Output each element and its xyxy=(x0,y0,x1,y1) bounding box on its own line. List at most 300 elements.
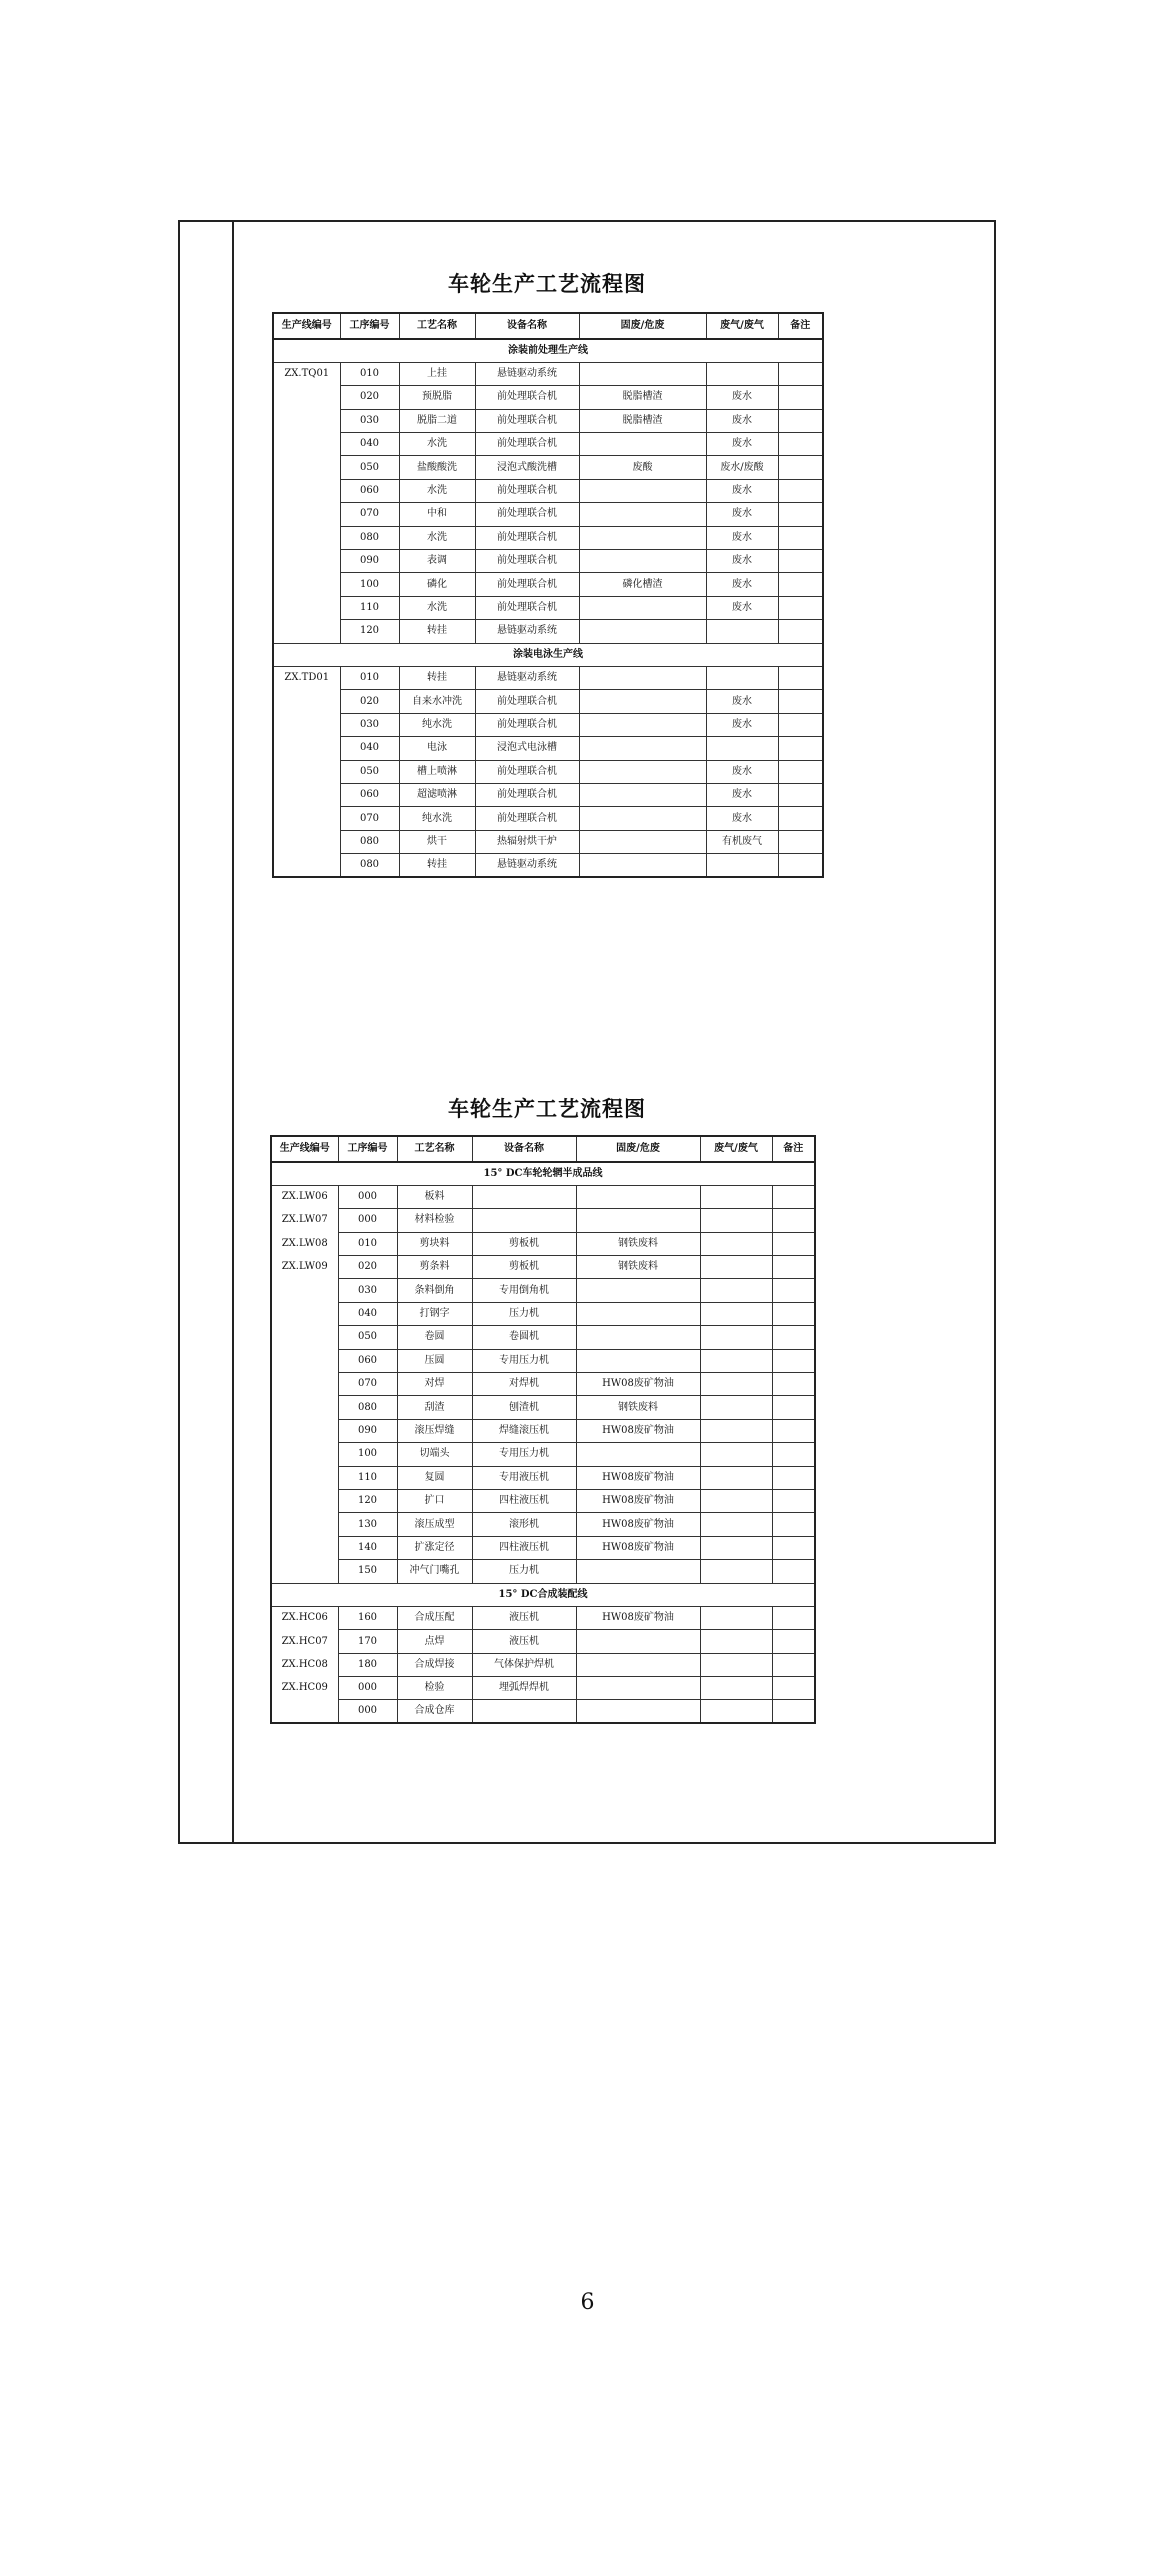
table-cell: 废水 xyxy=(706,760,778,783)
page-number: 6 xyxy=(580,2290,595,2315)
table-row xyxy=(273,830,823,853)
table-cell: 060 xyxy=(338,1349,397,1372)
section-label: 涂装电泳生产线 xyxy=(273,643,823,666)
table-cell: 气体保护焊机 xyxy=(472,1653,576,1676)
table-cell: 前处理联合机 xyxy=(475,713,579,736)
table-cell: 钢铁废料 xyxy=(576,1232,700,1255)
table-cell: 080 xyxy=(338,1396,397,1419)
table-cell: 050 xyxy=(338,1326,397,1349)
table-cell xyxy=(579,550,706,573)
column-header: 备注 xyxy=(772,1136,815,1162)
table-cell xyxy=(772,1489,815,1512)
table-cell: 专用压力机 xyxy=(472,1349,576,1372)
table-cell: 090 xyxy=(340,550,399,573)
table-cell: 前处理联合机 xyxy=(475,573,579,596)
table-cell: 110 xyxy=(340,596,399,619)
table-cell xyxy=(706,620,778,643)
table-row xyxy=(271,1630,815,1653)
line-code-cell xyxy=(271,1279,338,1302)
table-cell xyxy=(778,783,823,806)
table-row xyxy=(271,1466,815,1489)
table-cell: 水洗 xyxy=(399,596,475,619)
table-cell xyxy=(778,666,823,689)
table-cell: 转挂 xyxy=(399,666,475,689)
table-cell: 180 xyxy=(338,1653,397,1676)
line-code-cell xyxy=(273,573,340,596)
table-cell: 剪块料 xyxy=(397,1232,472,1255)
table-cell: 水洗 xyxy=(399,479,475,502)
table-cell xyxy=(576,1630,700,1653)
table-cell: 010 xyxy=(340,362,399,385)
table-cell: 转挂 xyxy=(399,620,475,643)
table-cell xyxy=(576,1560,700,1583)
line-code-cell xyxy=(273,433,340,456)
line-code-cell xyxy=(273,386,340,409)
table-cell: 浸泡式电泳槽 xyxy=(475,737,579,760)
table-cell: 110 xyxy=(338,1466,397,1489)
table-cell xyxy=(579,760,706,783)
table-cell: HW08废矿物油 xyxy=(576,1606,700,1629)
column-header: 工艺名称 xyxy=(399,313,475,339)
table-cell xyxy=(579,596,706,619)
table-cell xyxy=(778,620,823,643)
table-cell: 点焊 xyxy=(397,1630,472,1653)
table-row xyxy=(271,1373,815,1396)
table-cell xyxy=(579,503,706,526)
line-code-cell xyxy=(271,1466,338,1489)
line-code-cell xyxy=(271,1536,338,1559)
table-cell: 废水 xyxy=(706,713,778,736)
line-code-cell xyxy=(273,690,340,713)
column-header: 工序编号 xyxy=(338,1136,397,1162)
table-cell xyxy=(576,1279,700,1302)
table-row xyxy=(271,1513,815,1536)
table-cell xyxy=(472,1209,576,1232)
table-cell: HW08废矿物油 xyxy=(576,1513,700,1536)
table-cell: 电泳 xyxy=(399,737,475,760)
line-code-cell xyxy=(273,783,340,806)
line-code-cell xyxy=(271,1326,338,1349)
table-cell: 烘干 xyxy=(399,830,475,853)
table-cell: 磷化 xyxy=(399,573,475,596)
table-row xyxy=(271,1677,815,1700)
table-row xyxy=(273,526,823,549)
table-cell xyxy=(579,737,706,760)
column-header: 固废/危废 xyxy=(576,1136,700,1162)
table-cell xyxy=(778,550,823,573)
table-row xyxy=(273,620,823,643)
table-row xyxy=(271,1653,815,1676)
line-code-cell xyxy=(271,1489,338,1512)
line-code-cell xyxy=(273,854,340,877)
table-cell xyxy=(576,1185,700,1208)
table-cell xyxy=(778,596,823,619)
table-cell xyxy=(700,1326,772,1349)
table-cell: 纯水洗 xyxy=(399,807,475,830)
table-cell xyxy=(700,1256,772,1279)
table-cell xyxy=(778,737,823,760)
table-cell: 废水 xyxy=(706,573,778,596)
column-header: 设备名称 xyxy=(472,1136,576,1162)
table-cell xyxy=(706,362,778,385)
table-cell: 废水 xyxy=(706,783,778,806)
table-row xyxy=(271,1232,815,1255)
table-row xyxy=(273,433,823,456)
table-cell xyxy=(772,1630,815,1653)
column-header: 生产线编号 xyxy=(271,1136,338,1162)
table1-title: 车轮生产工艺流程图 xyxy=(448,271,646,296)
table-cell xyxy=(772,1256,815,1279)
table-cell: 剪板机 xyxy=(472,1232,576,1255)
line-code-cell xyxy=(273,807,340,830)
table-cell: 悬链驱动系统 xyxy=(475,666,579,689)
column-header: 固废/危废 xyxy=(579,313,706,339)
table-cell: 液压机 xyxy=(472,1630,576,1653)
table-cell xyxy=(778,456,823,479)
table-cell: 010 xyxy=(338,1232,397,1255)
line-code-cell xyxy=(271,1443,338,1466)
table-cell xyxy=(772,1513,815,1536)
table-cell: 悬链驱动系统 xyxy=(475,854,579,877)
table-cell: 脱脂二道 xyxy=(399,409,475,432)
table-row xyxy=(273,690,823,713)
line-code-cell xyxy=(273,737,340,760)
line-code-cell xyxy=(271,1349,338,1372)
table-cell: 120 xyxy=(340,620,399,643)
table-row xyxy=(273,596,823,619)
line-code-cell xyxy=(273,760,340,783)
table-cell xyxy=(579,830,706,853)
table-cell: 压力机 xyxy=(472,1560,576,1583)
table-cell: 纯水洗 xyxy=(399,713,475,736)
table-cell: HW08废矿物油 xyxy=(576,1466,700,1489)
line-code-cell xyxy=(271,1700,338,1723)
line-code-cell xyxy=(271,1396,338,1419)
table-cell: 120 xyxy=(338,1489,397,1512)
table-row xyxy=(271,1606,815,1629)
table-cell xyxy=(772,1653,815,1676)
table-row xyxy=(273,737,823,760)
table-cell: 100 xyxy=(340,573,399,596)
table-cell xyxy=(700,1466,772,1489)
table-cell: 前处理联合机 xyxy=(475,409,579,432)
table-cell: 080 xyxy=(340,830,399,853)
table-cell: 超滤喷淋 xyxy=(399,783,475,806)
table-cell: 前处理联合机 xyxy=(475,596,579,619)
table-cell: 040 xyxy=(338,1302,397,1325)
table-cell: 表调 xyxy=(399,550,475,573)
section-row xyxy=(273,643,823,666)
table-cell xyxy=(700,1536,772,1559)
line-code-cell: ZX.HC07 xyxy=(271,1630,338,1653)
table-cell: 废水 xyxy=(706,503,778,526)
table-cell: 悬链驱动系统 xyxy=(475,362,579,385)
table-row xyxy=(271,1560,815,1583)
table-cell: 废水 xyxy=(706,596,778,619)
table-cell xyxy=(576,1653,700,1676)
table-cell xyxy=(778,433,823,456)
table-cell xyxy=(700,1396,772,1419)
table-cell xyxy=(700,1302,772,1325)
table-cell: 剪板机 xyxy=(472,1256,576,1279)
table-row xyxy=(271,1419,815,1442)
table-cell: 130 xyxy=(338,1513,397,1536)
table-cell: 合成仓库 xyxy=(397,1700,472,1723)
line-code-cell xyxy=(273,456,340,479)
table-cell xyxy=(700,1349,772,1372)
line-code-cell: ZX.HC09 xyxy=(271,1677,338,1700)
line-code-cell xyxy=(273,409,340,432)
table-cell: 040 xyxy=(340,737,399,760)
table-cell: 磷化槽渣 xyxy=(579,573,706,596)
table-cell: 前处理联合机 xyxy=(475,550,579,573)
table-cell xyxy=(772,1373,815,1396)
table-cell: 030 xyxy=(340,713,399,736)
table-cell: 钢铁废料 xyxy=(576,1256,700,1279)
table-cell: 扩涨定径 xyxy=(397,1536,472,1559)
column-header: 备注 xyxy=(778,313,823,339)
table-cell: 160 xyxy=(338,1606,397,1629)
table-cell xyxy=(778,830,823,853)
table-row xyxy=(273,386,823,409)
line-code-cell: ZX.LW09 xyxy=(271,1256,338,1279)
section-row xyxy=(273,339,823,362)
table-cell xyxy=(772,1349,815,1372)
column-header: 废气/废气 xyxy=(700,1136,772,1162)
column-header: 废气/废气 xyxy=(706,313,778,339)
table-cell: 020 xyxy=(340,690,399,713)
table-cell: 专用液压机 xyxy=(472,1466,576,1489)
table-cell xyxy=(472,1185,576,1208)
table-cell: 水洗 xyxy=(399,526,475,549)
table-cell: 080 xyxy=(340,854,399,877)
table-cell: 热辐射烘干炉 xyxy=(475,830,579,853)
table-cell: 液压机 xyxy=(472,1606,576,1629)
table-cell xyxy=(579,854,706,877)
table-cell: 前处理联合机 xyxy=(475,690,579,713)
process-table-1 xyxy=(272,312,824,878)
table-cell xyxy=(700,1606,772,1629)
table-cell xyxy=(778,807,823,830)
table-cell xyxy=(576,1209,700,1232)
table-row xyxy=(273,713,823,736)
table-cell: 预脱脂 xyxy=(399,386,475,409)
table-cell: 废水 xyxy=(706,409,778,432)
table-cell xyxy=(700,1443,772,1466)
table-cell: 合成压配 xyxy=(397,1606,472,1629)
table-cell: 复圆 xyxy=(397,1466,472,1489)
line-code-cell xyxy=(273,596,340,619)
table-cell: 010 xyxy=(340,666,399,689)
table-row xyxy=(273,760,823,783)
line-code-cell: ZX.LW06 xyxy=(271,1185,338,1208)
section-label: 15° DC合成装配线 xyxy=(271,1583,815,1606)
line-code-cell xyxy=(271,1302,338,1325)
table-cell: 020 xyxy=(338,1256,397,1279)
line-code-cell xyxy=(271,1560,338,1583)
table-cell xyxy=(700,1279,772,1302)
table-cell: 前处理联合机 xyxy=(475,760,579,783)
table-row xyxy=(273,456,823,479)
line-code-cell xyxy=(273,526,340,549)
table-cell: 有机废气 xyxy=(706,830,778,853)
table-row xyxy=(271,1443,815,1466)
table-cell: HW08废矿物油 xyxy=(576,1373,700,1396)
table-cell xyxy=(700,1232,772,1255)
column-header: 工艺名称 xyxy=(397,1136,472,1162)
table-cell: 170 xyxy=(338,1630,397,1653)
table-cell: 条料倒角 xyxy=(397,1279,472,1302)
table-row xyxy=(271,1279,815,1302)
column-header: 设备名称 xyxy=(475,313,579,339)
table-cell: 000 xyxy=(338,1185,397,1208)
table-cell: 专用压力机 xyxy=(472,1443,576,1466)
table-cell xyxy=(772,1606,815,1629)
table-cell: 水洗 xyxy=(399,433,475,456)
table-cell: 中和 xyxy=(399,503,475,526)
table-cell: 打钢字 xyxy=(397,1302,472,1325)
line-code-cell xyxy=(271,1419,338,1442)
table-cell: HW08废矿物油 xyxy=(576,1536,700,1559)
table-cell: 150 xyxy=(338,1560,397,1583)
table-cell xyxy=(579,362,706,385)
table-cell xyxy=(579,690,706,713)
table-cell xyxy=(576,1700,700,1723)
table-cell: 前处理联合机 xyxy=(475,386,579,409)
table-cell: 030 xyxy=(338,1279,397,1302)
table-cell xyxy=(772,1302,815,1325)
table-cell: 前处理联合机 xyxy=(475,783,579,806)
table-cell: 转挂 xyxy=(399,854,475,877)
table-cell: 四柱液压机 xyxy=(472,1536,576,1559)
table-cell xyxy=(772,1232,815,1255)
table-cell xyxy=(772,1443,815,1466)
table-cell xyxy=(579,620,706,643)
table-cell xyxy=(472,1700,576,1723)
table-cell: 070 xyxy=(340,807,399,830)
section-label: 涂装前处理生产线 xyxy=(273,339,823,362)
table-cell xyxy=(700,1700,772,1723)
table-cell xyxy=(778,854,823,877)
table-row xyxy=(273,807,823,830)
table-cell xyxy=(579,479,706,502)
line-code-cell xyxy=(271,1513,338,1536)
table-cell: 浸泡式酸洗槽 xyxy=(475,456,579,479)
line-code-cell xyxy=(271,1373,338,1396)
line-code-cell xyxy=(273,620,340,643)
table-cell: 090 xyxy=(338,1419,397,1442)
table-cell xyxy=(700,1209,772,1232)
table-cell xyxy=(778,503,823,526)
table-cell: 专用倒角机 xyxy=(472,1279,576,1302)
table-cell xyxy=(579,526,706,549)
table-row xyxy=(271,1209,815,1232)
table-cell xyxy=(772,1396,815,1419)
table-row xyxy=(273,362,823,385)
table-cell xyxy=(700,1630,772,1653)
header-row xyxy=(271,1136,815,1162)
line-code-cell: ZX.LW07 xyxy=(271,1209,338,1232)
section-label: 15° DC车轮轮辋半成品线 xyxy=(271,1162,815,1185)
table-cell xyxy=(706,854,778,877)
table-cell xyxy=(778,386,823,409)
table-cell: 前处理联合机 xyxy=(475,807,579,830)
table-cell: 000 xyxy=(338,1700,397,1723)
table-cell: 自来水冲洗 xyxy=(399,690,475,713)
table-cell: 100 xyxy=(338,1443,397,1466)
section-row xyxy=(271,1162,815,1185)
line-code-cell: ZX.HC08 xyxy=(271,1653,338,1676)
table-cell: 废水 xyxy=(706,550,778,573)
table-cell xyxy=(772,1326,815,1349)
table-cell xyxy=(576,1443,700,1466)
table-row xyxy=(273,503,823,526)
table-cell: 压圆 xyxy=(397,1349,472,1372)
table-cell: 080 xyxy=(340,526,399,549)
table-cell xyxy=(700,1373,772,1396)
table-cell xyxy=(772,1419,815,1442)
table-cell: 盐酸酸洗 xyxy=(399,456,475,479)
table-cell: 刨渣机 xyxy=(472,1396,576,1419)
table-cell xyxy=(772,1560,815,1583)
table-row xyxy=(273,479,823,502)
table-row xyxy=(271,1326,815,1349)
table-cell: 合成焊接 xyxy=(397,1653,472,1676)
line-code-cell xyxy=(273,830,340,853)
table-row xyxy=(271,1302,815,1325)
table-cell: 060 xyxy=(340,479,399,502)
table-cell xyxy=(579,433,706,456)
table-cell: 废水 xyxy=(706,479,778,502)
table-cell: 滚压焊缝 xyxy=(397,1419,472,1442)
table-row xyxy=(273,573,823,596)
table-cell xyxy=(700,1513,772,1536)
table-cell: 滚形机 xyxy=(472,1513,576,1536)
table-cell: 废酸 xyxy=(579,456,706,479)
table-cell xyxy=(772,1700,815,1723)
table-cell xyxy=(772,1677,815,1700)
table-cell xyxy=(772,1279,815,1302)
table-cell: 废水/废酸 xyxy=(706,456,778,479)
table-cell xyxy=(576,1677,700,1700)
table-row xyxy=(271,1185,815,1208)
table-row xyxy=(273,550,823,573)
table-row xyxy=(271,1700,815,1723)
table-cell: 040 xyxy=(340,433,399,456)
table-cell xyxy=(778,526,823,549)
table-row xyxy=(271,1349,815,1372)
table-cell xyxy=(778,573,823,596)
column-header: 工序编号 xyxy=(340,313,399,339)
line-code-cell xyxy=(273,479,340,502)
table-cell: 前处理联合机 xyxy=(475,433,579,456)
table2-title: 车轮生产工艺流程图 xyxy=(448,1096,646,1121)
table-cell: 冲气门嘴孔 xyxy=(397,1560,472,1583)
table-cell: 060 xyxy=(340,783,399,806)
table-cell: HW08废矿物油 xyxy=(576,1489,700,1512)
table-cell: 悬链驱动系统 xyxy=(475,620,579,643)
line-code-cell xyxy=(273,503,340,526)
table-cell xyxy=(579,713,706,736)
table-cell xyxy=(778,690,823,713)
table-cell xyxy=(700,1560,772,1583)
table-cell: 扩口 xyxy=(397,1489,472,1512)
table-cell: 滚压成型 xyxy=(397,1513,472,1536)
table-cell: 050 xyxy=(340,456,399,479)
line-code-cell: ZX.LW08 xyxy=(271,1232,338,1255)
table-row xyxy=(273,666,823,689)
table-row xyxy=(273,854,823,877)
